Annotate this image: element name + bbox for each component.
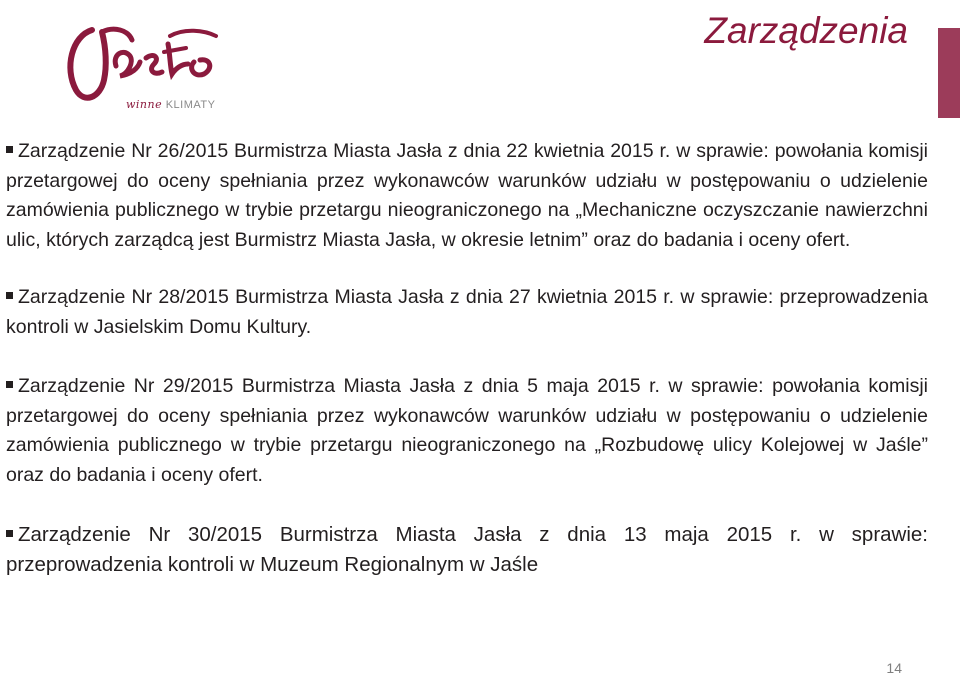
logo-tagline-winne: winne [126, 98, 163, 111]
list-item-text: Zarządzenie Nr 30/2015 Burmistrza Miasta Jasła z dnia 13 maja 2015 r. w sprawie: przeprowadzenia kontroli w Muzeum Regionalnym w Jaśle [6, 523, 928, 576]
side-accent-bar [938, 28, 960, 118]
logo-tagline [126, 98, 215, 111]
square-bullet-icon [6, 292, 13, 299]
list-item [6, 372, 928, 490]
jaslo-logo [54, 18, 234, 126]
list-item [6, 137, 928, 255]
list-item-text: Zarządzenie Nr 28/2015 Burmistrza Miasta Jasła z dnia 27 kwietnia 2015 r. w sprawie: przeprowadzenia kontroli w Jasielskim Domu Kultury. [6, 286, 928, 338]
list-item [6, 283, 928, 342]
page-number: 14 [886, 660, 902, 676]
list-item-text: Zarządzenie Nr 29/2015 Burmistrza Miasta Jasła z dnia 5 maja 2015 r. w sprawie: powołania komisji przetargowej do oceny spełniania przez wykonawców warunków udziału w postępowaniu o udzielenie zamówienia publicznego w trybie przetargu nieograniczonego na „Rozbudowę ulicy Kolejowej w Jaśle” oraz do badania i oceny ofert. [6, 375, 928, 486]
list-item [6, 520, 928, 580]
page-title: Zarządzenia [704, 10, 908, 51]
square-bullet-icon [6, 381, 13, 388]
list-item-text: Zarządzenie Nr 26/2015 Burmistrza Miasta Jasła z dnia 22 kwietnia 2015 r. w sprawie: powołania komisji przetargowej do oceny spełniania przez wykonawców warunków udziału w postępowaniu o udzielenie zamówienia publicznego w trybie przetargu nieograniczonego na „Mechaniczne oczyszczanie nawierzchni ulic, których zarządcą jest Burmistrz Miasta Jasła, w okresie letnim” oraz do badania i oceny ofert. [6, 140, 928, 251]
ordinance-list [6, 137, 928, 610]
square-bullet-icon [6, 530, 13, 537]
square-bullet-icon [6, 146, 13, 153]
logo-tagline-klimaty: KLIMATY [165, 99, 216, 111]
